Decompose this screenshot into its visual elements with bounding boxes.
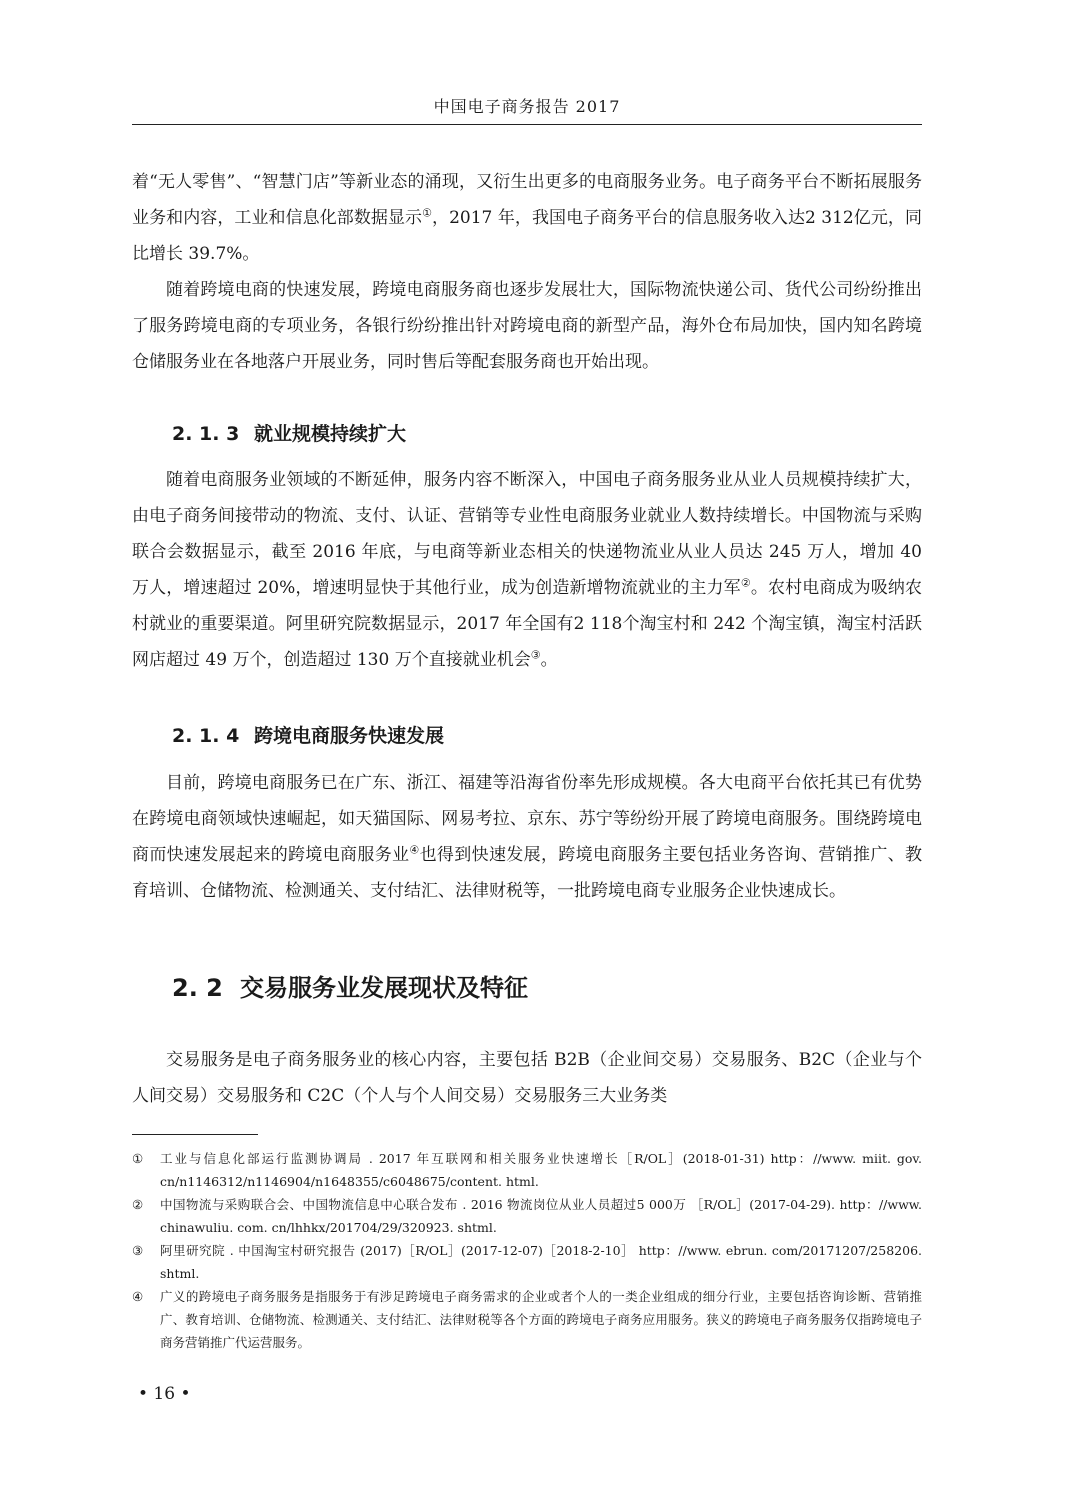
page-number: • 16 • [138,1384,191,1404]
footnote-mark: ③ [132,1243,144,1258]
footnote-text: 广义的跨境电子商务服务是指服务于有涉足跨境电子商务需求的企业或者个人的一类企业组成的细分行业，主要包括咨询诊断、营销推广、教育培训、仓储物流、检测通关、支付结汇、法律财税等各个方面的跨境电子商务应用服务。狭义的跨境电子商务服务仅指跨境电子商务营销推广代运营服务。 [160,1289,922,1350]
footnote-text: 工业与信息化部运行监测协调局 . 2017 年互联网和相关服务业快速增长［R/OL］(2018-01-31) http：//www. miit. gov. cn/n1146312/n1146904/n1648355/c6048675/content. html. [160,1151,922,1189]
heading-2-1-3 [172,419,406,446]
heading-title: 交易服务业发展现状及特征 [240,974,528,1002]
footnote-ref-1[interactable]: ① [422,206,433,220]
section-2-1-4-text [132,765,922,909]
footnote-mark: ① [132,1151,144,1166]
paragraph-employment [132,462,922,678]
paragraph-cross-border: 随着跨境电商的快速发展，跨境电商服务商也逐步发展壮大，国际物流快递公司、货代公司纷纷推出了服务跨境电商的专项业务，各银行纷纷推出针对跨境电商的新型产品，海外仓布局加快，国内知名跨境仓储服务业在各地落户开展业务，同时售后等配套服务商也开始出现。 [132,280,922,372]
footnote [132,1147,922,1193]
footnote-text: 阿里研究院 . 中国淘宝村研究报告 (2017)［R/OL］(2017-12-07)［2018-2-10］ http：//www. ebrun. com/20171207/258206. shtml. [160,1243,922,1281]
footnote [132,1285,922,1354]
footnotes [132,1147,922,1354]
heading-title: 就业规模持续扩大 [254,423,407,445]
footnote-ref-2[interactable]: ② [740,576,751,590]
footnote-ref-4[interactable]: ④ [409,843,420,857]
heading-2-1-4 [172,721,444,748]
paragraph-continuation [132,164,922,272]
paragraph-text: 。 [540,650,558,670]
paragraph-text: 。农村电商成为吸纳农村就业的重要渠道。阿里研究院数据显示，2017 年全国有2 118个淘宝村和 242 个淘宝镇，淘宝村活跃网店超过 49 万个，创造超过 130 万个直接就业机会 [132,578,922,670]
paragraph-text: 随着电商服务业领域的不断延伸，服务内容不断深入，中国电子商务服务业从业人员规模持续扩大，由电子商务间接带动的物流、支付、认证、营销等专业性电商服务业就业人数持续增长。中国物流与采购联合会数据显示，截至 2016 年底，与电商等新业态相关的快递物流业从业人员达 245 万人，增加 40 万人，增速超过 20%，增速明显快于其他行业，成为创造新增物流就业的主力军 [132,470,922,598]
footnote-mark: ② [132,1197,144,1212]
paragraph-text: 也得到快速发展，跨境电商服务主要包括业务咨询、营销推广、教育培训、仓储物流、检测通关、支付结汇、法律财税等，一批跨境电商专业服务企业快速成长。 [132,845,923,901]
header-rule [132,124,922,125]
heading-number: 2. 1. 4 [172,725,240,747]
intro-text [132,164,922,380]
footnote [132,1239,922,1285]
section-2-1-3-text [132,462,922,678]
paragraph-text: 目前，跨境电商服务已在广东、浙江、福建等沿海省份率先形成规模。各大电商平台依托其已有优势在跨境电商领域快速崛起，如天猫国际、网易考拉、京东、苏宁等纷纷开展了跨境电商服务。围绕跨境电商而快速发展起来的跨境电商服务业 [132,773,922,865]
heading-number: 2. 2 [172,974,223,1002]
footnote [132,1193,922,1239]
paragraph-text: 着“无人零售”、“智慧门店”等新业态的涌现，又衍生出更多的电商服务业务。电子商务平台不断拓展服务业务和内容，工业和信息化部数据显示 [132,172,922,228]
heading-number: 2. 1. 3 [172,423,240,445]
paragraph-text: ，2017 年，我国电子商务平台的信息服务收入达2 312亿元，同比增长 39.7%。 [132,208,922,264]
heading-title: 跨境电商服务快速发展 [254,725,445,747]
paragraph-cross-border-services [132,765,922,909]
footnote-ref-3[interactable]: ③ [530,648,541,662]
footnote-mark: ④ [132,1289,144,1304]
footnote-text: 中国物流与采购联合会、中国物流信息中心联合发布 . 2016 物流岗位从业人员超过5 000万 ［R/OL］(2017-04-29). http：//www. chinawuliu. com. cn/lhhkx/201704/29/320923. shtml. [160,1197,922,1235]
footnote-rule [132,1134,258,1135]
section-2-2-text [132,1042,922,1114]
paragraph-transaction-services: 交易服务是电子商务服务业的核心内容，主要包括 B2B（企业间交易）交易服务、B2C（企业与个人间交易）交易服务和 C2C（个人与个人间交易）交易服务三大业务类 [132,1050,922,1106]
heading-2-2 [172,968,528,1003]
running-header: 中国电子商务报告 2017 [433,97,621,116]
